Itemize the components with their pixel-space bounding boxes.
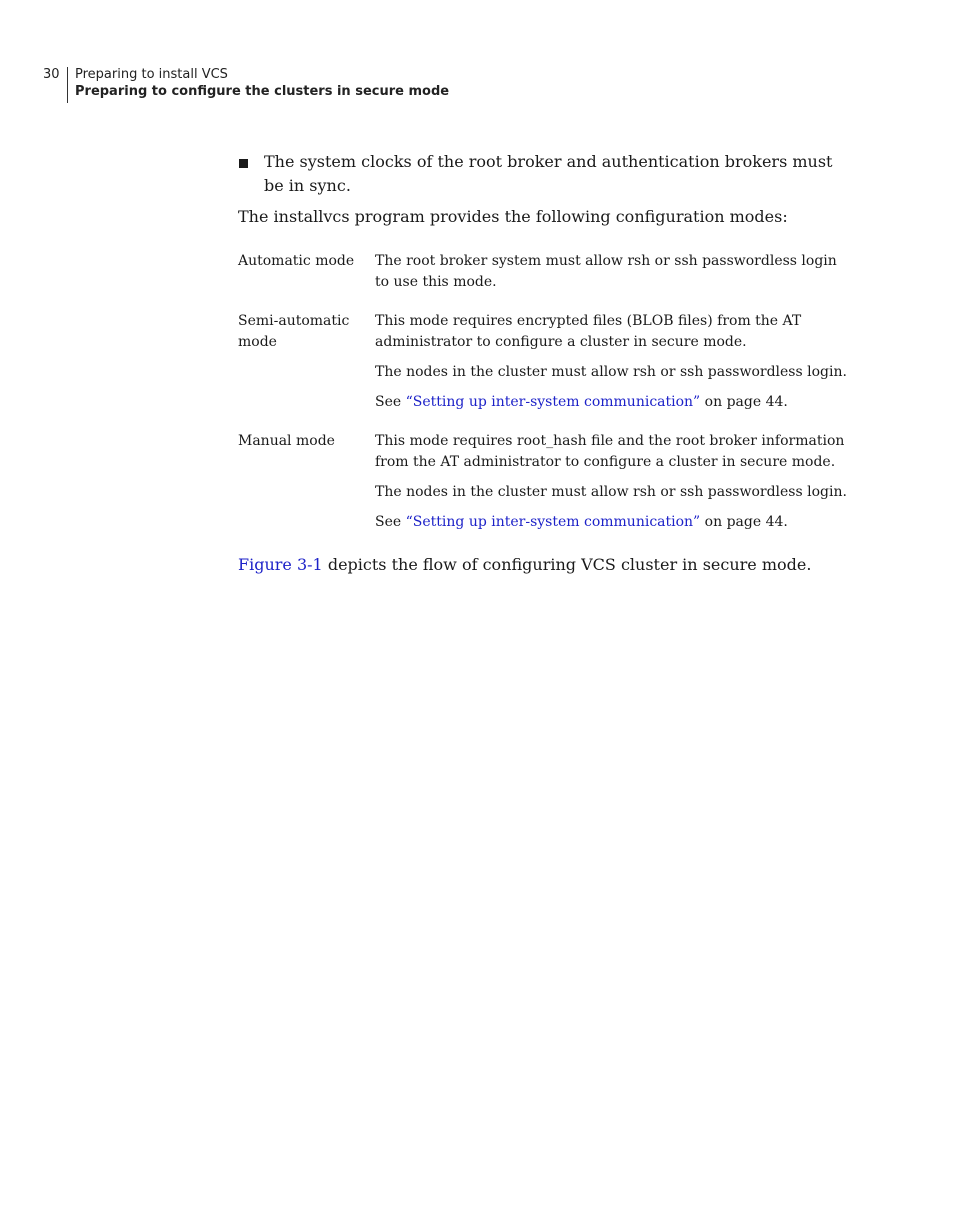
mode-row-semi-automatic <box>238 311 848 413</box>
setting-up-communication-link[interactable]: “Setting up inter-system communication” <box>405 394 701 410</box>
mode-label: Semi-automatic mode <box>238 313 350 350</box>
cross-reference <box>375 512 848 533</box>
configuration-modes-table <box>238 251 848 533</box>
chapter-title: Preparing to install VCS <box>75 67 228 82</box>
see-prefix: See <box>375 514 406 530</box>
page-number: 30 <box>43 67 60 82</box>
running-header <box>75 66 449 100</box>
mode-description <box>375 431 848 533</box>
mode-paragraph: This mode requires encrypted files (BLOB files) from the AT administrator to configure a cluster in secure mode. <box>375 313 802 350</box>
mode-label: Manual mode <box>238 433 335 449</box>
mode-label: Automatic mode <box>238 253 355 269</box>
cross-reference <box>375 392 848 413</box>
intro-paragraph: The installvcs program provides the following configuration modes: <box>238 207 788 226</box>
setting-up-communication-link[interactable]: “Setting up inter-system communication” <box>405 514 701 530</box>
mode-description <box>375 311 848 413</box>
page-body <box>238 150 848 577</box>
see-prefix: See <box>375 394 406 410</box>
mode-paragraph: The nodes in the cluster must allow rsh or ssh passwordless login. <box>375 484 847 500</box>
mode-paragraph: The nodes in the cluster must allow rsh or ssh passwordless login. <box>375 364 847 380</box>
bullet-text: The system clocks of the root broker and authentication brokers must be in sync. <box>264 152 833 195</box>
mode-row-automatic <box>238 251 848 293</box>
figure-3-1-link[interactable]: Figure 3-1 <box>238 555 323 574</box>
figure-reference-paragraph <box>238 553 848 577</box>
bullet-item <box>238 150 848 198</box>
mode-description <box>375 251 848 293</box>
bullet-square-icon <box>239 159 248 168</box>
header-divider <box>67 67 68 103</box>
mode-row-manual <box>238 431 848 533</box>
section-title: Preparing to configure the clusters in secure mode <box>75 84 450 99</box>
page-reference: on page 44. <box>700 514 788 530</box>
mode-paragraph: The root broker system must allow rsh or ssh passwordless login to use this mode. <box>375 253 837 290</box>
mode-paragraph: This mode requires root_hash file and the root broker information from the AT administrator to configure a cluster in secure mode. <box>375 433 845 470</box>
figure-reference-text: depicts the flow of configuring VCS cluster in secure mode. <box>322 555 812 574</box>
page-reference: on page 44. <box>700 394 788 410</box>
